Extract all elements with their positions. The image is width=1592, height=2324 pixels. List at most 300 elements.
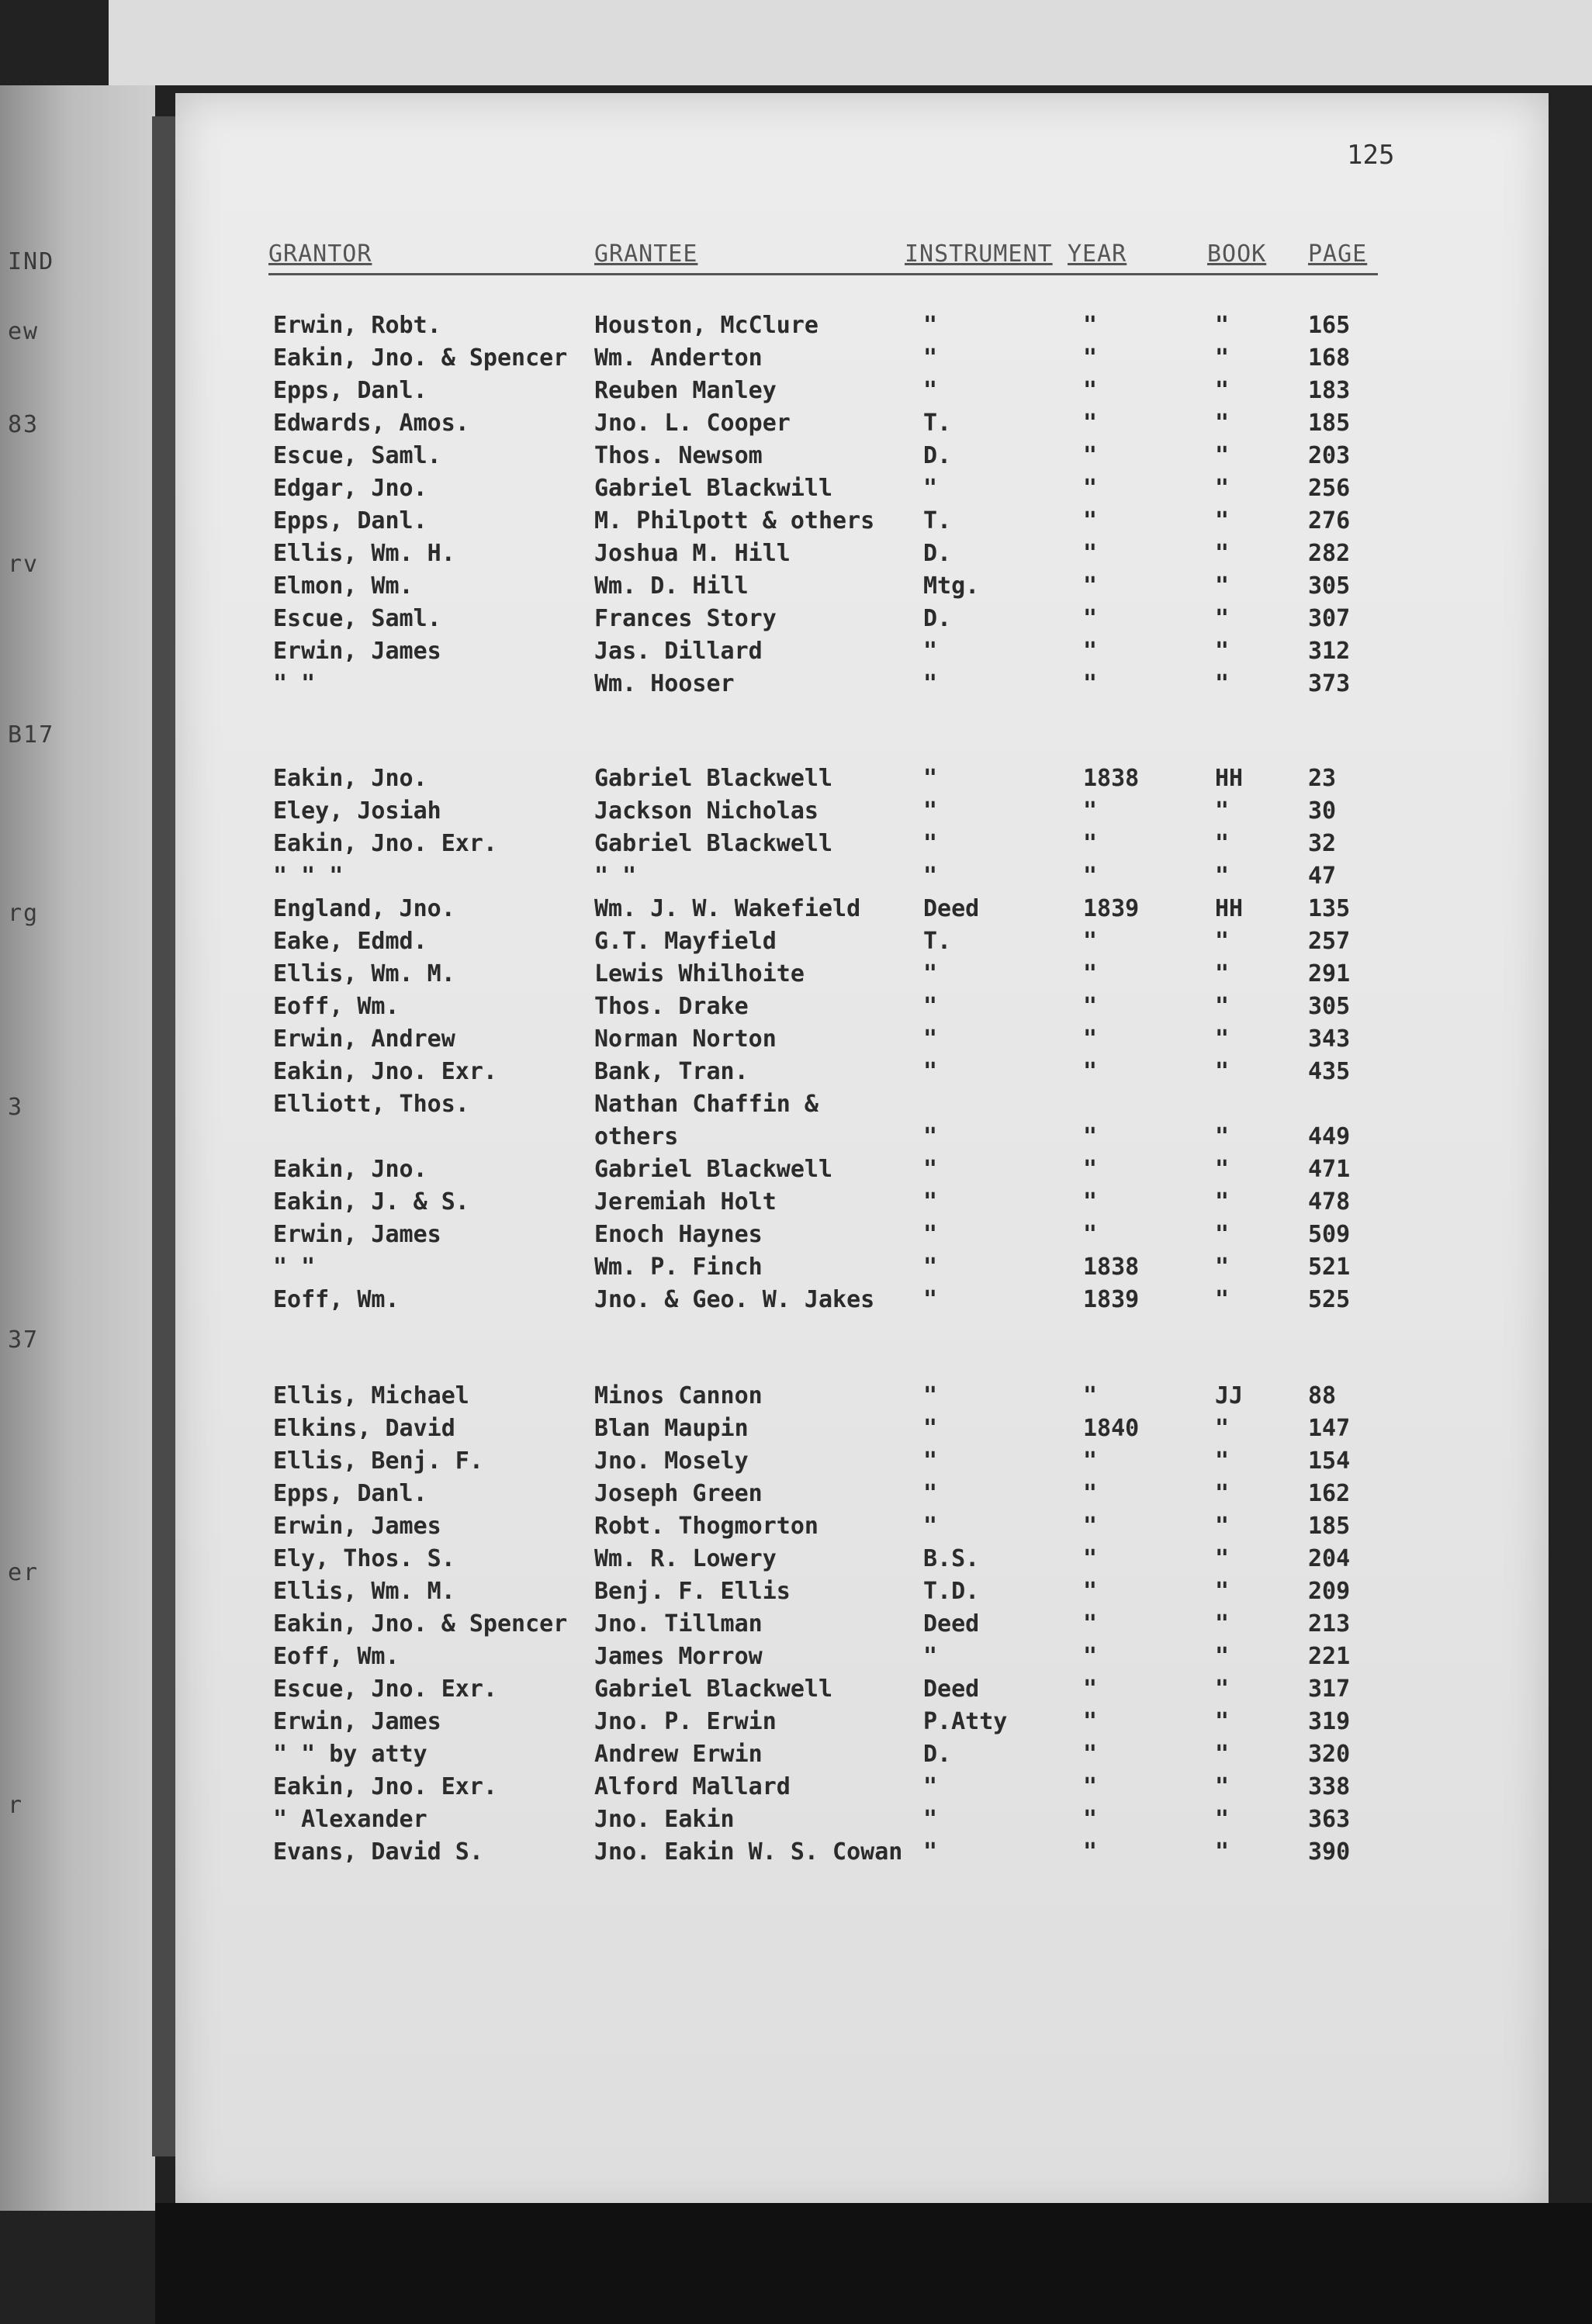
cell-book: " bbox=[1215, 1221, 1230, 1248]
cell-instrument: " bbox=[923, 312, 938, 339]
cell-instrument: " bbox=[923, 1188, 938, 1216]
table-row bbox=[175, 636, 1549, 669]
table-row bbox=[175, 1187, 1549, 1219]
cell-grantee: Robt. Thogmorton bbox=[594, 1513, 818, 1540]
header-rule bbox=[268, 273, 1378, 275]
cell-year: " bbox=[1083, 1480, 1098, 1507]
cell-page: 154 bbox=[1308, 1447, 1351, 1475]
cell-book: " bbox=[1215, 1513, 1230, 1540]
cell-year: 1839 bbox=[1083, 895, 1140, 922]
cell-page: 317 bbox=[1308, 1676, 1351, 1703]
cell-book: " bbox=[1215, 670, 1230, 697]
cell-grantee: Gabriel Blackwell bbox=[594, 765, 833, 792]
cell-instrument: B.S. bbox=[923, 1545, 980, 1572]
table-row bbox=[175, 926, 1549, 959]
cell-instrument: " bbox=[923, 1806, 938, 1833]
cell-page: 204 bbox=[1308, 1545, 1351, 1572]
table-row bbox=[175, 1413, 1549, 1446]
cell-grantor: Erwin, James bbox=[273, 1708, 441, 1735]
cell-book: " bbox=[1215, 1058, 1230, 1085]
cell-instrument: " bbox=[923, 1480, 938, 1507]
cell-book: JJ bbox=[1215, 1382, 1244, 1409]
cell-grantor: Elmon, Wm. bbox=[273, 572, 414, 600]
cell-grantor: Ely, Thos. S. bbox=[273, 1545, 455, 1572]
cell-grantee: others bbox=[594, 1123, 679, 1150]
cell-book: " bbox=[1215, 993, 1230, 1020]
cell-grantor: Escue, Saml. bbox=[273, 605, 441, 632]
cell-book: " bbox=[1215, 928, 1230, 955]
cell-grantor: Ellis, Benj. F. bbox=[273, 1447, 483, 1475]
cell-book: " bbox=[1215, 1806, 1230, 1833]
cell-year: " bbox=[1083, 670, 1098, 697]
header-page: PAGE bbox=[1308, 240, 1368, 268]
cell-year: " bbox=[1083, 1610, 1098, 1638]
cell-instrument: " bbox=[923, 638, 938, 665]
cell-grantee: Norman Norton bbox=[594, 1025, 777, 1053]
cell-instrument: D. bbox=[923, 442, 952, 469]
cell-grantor: Erwin, James bbox=[273, 1513, 441, 1540]
table-row bbox=[175, 1154, 1549, 1187]
cell-instrument: " bbox=[923, 1058, 938, 1085]
cell-page: 213 bbox=[1308, 1610, 1351, 1638]
cell-page: 47 bbox=[1308, 863, 1337, 890]
cell-instrument: T. bbox=[923, 928, 952, 955]
cell-page: 363 bbox=[1308, 1806, 1351, 1833]
cell-grantee: Jno. L. Cooper bbox=[594, 410, 791, 437]
cell-year: 1838 bbox=[1083, 765, 1140, 792]
cell-page: 185 bbox=[1308, 1513, 1351, 1540]
cell-book: " bbox=[1215, 1676, 1230, 1703]
cell-instrument: Deed bbox=[923, 1676, 980, 1703]
table-row bbox=[175, 1024, 1549, 1057]
header-grantor: GRANTOR bbox=[268, 240, 372, 268]
cell-instrument: T.D. bbox=[923, 1578, 980, 1605]
cell-instrument: " bbox=[923, 1025, 938, 1053]
cell-grantee: Wm. Hooser bbox=[594, 670, 735, 697]
cell-year: 1838 bbox=[1083, 1254, 1140, 1281]
cell-book: " bbox=[1215, 638, 1230, 665]
cell-page: 525 bbox=[1308, 1286, 1351, 1313]
cell-year: " bbox=[1083, 928, 1098, 955]
cell-instrument: " bbox=[923, 1643, 938, 1670]
cell-book: " bbox=[1215, 1415, 1230, 1442]
cell-year: " bbox=[1083, 442, 1098, 469]
cell-book: " bbox=[1215, 572, 1230, 600]
cell-book: " bbox=[1215, 1188, 1230, 1216]
cell-grantor: Eley, Josiah bbox=[273, 797, 441, 825]
cell-grantee: Jackson Nicholas bbox=[594, 797, 818, 825]
table-row bbox=[175, 1478, 1549, 1511]
cell-book: " bbox=[1215, 344, 1230, 372]
cell-instrument: " bbox=[923, 863, 938, 890]
cell-page: 509 bbox=[1308, 1221, 1351, 1248]
cell-year: " bbox=[1083, 605, 1098, 632]
cell-grantor: " Alexander bbox=[273, 1806, 427, 1833]
cell-grantor: Eakin, Jno. Exr. bbox=[273, 1773, 497, 1800]
cell-grantor: " " bbox=[273, 670, 316, 697]
cell-grantee: Wm. Anderton bbox=[594, 344, 763, 372]
cell-grantee: Gabriel Blackwell bbox=[594, 1676, 833, 1703]
cell-grantor: Eakin, Jno. Exr. bbox=[273, 1058, 497, 1085]
cell-grantee: Wm. P. Finch bbox=[594, 1254, 763, 1281]
cell-year: " bbox=[1083, 1447, 1098, 1475]
cell-book: " bbox=[1215, 1708, 1230, 1735]
table-row bbox=[175, 1544, 1549, 1576]
cell-grantee: Joseph Green bbox=[594, 1480, 763, 1507]
cell-year: " bbox=[1083, 1382, 1098, 1409]
cell-book: " bbox=[1215, 540, 1230, 567]
cell-page: 209 bbox=[1308, 1578, 1351, 1605]
left-page-edge: IND ew 83 rv B17 rg 3 37 er r bbox=[0, 85, 155, 2211]
cell-grantor: Eakin, Jno. Exr. bbox=[273, 830, 497, 857]
cell-instrument: " bbox=[923, 344, 938, 372]
cell-instrument: " bbox=[923, 960, 938, 987]
cell-grantor: Erwin, Robt. bbox=[273, 312, 441, 339]
cell-page: 135 bbox=[1308, 895, 1351, 922]
cell-book: HH bbox=[1215, 895, 1244, 922]
cell-year: " bbox=[1083, 1643, 1098, 1670]
cell-instrument: P.Atty bbox=[923, 1708, 1008, 1735]
cell-grantor: " " by atty bbox=[273, 1741, 427, 1768]
cell-book: " bbox=[1215, 1254, 1230, 1281]
table-row bbox=[175, 894, 1549, 926]
cell-book: " bbox=[1215, 797, 1230, 825]
cell-year: " bbox=[1083, 1838, 1098, 1866]
cell-instrument: " bbox=[923, 1254, 938, 1281]
cell-grantor: Edgar, Jno. bbox=[273, 475, 427, 502]
table-row bbox=[175, 538, 1549, 571]
cell-page: 165 bbox=[1308, 312, 1351, 339]
cell-year: " bbox=[1083, 797, 1098, 825]
table-row bbox=[175, 1674, 1549, 1707]
cell-grantor: Epps, Danl. bbox=[273, 377, 427, 404]
cell-year: " bbox=[1083, 1058, 1098, 1085]
cell-page: 338 bbox=[1308, 1773, 1351, 1800]
cell-grantee: Wm. R. Lowery bbox=[594, 1545, 777, 1572]
cell-grantee: Lewis Whilhoite bbox=[594, 960, 805, 987]
cell-grantor: Ellis, Wm. M. bbox=[273, 1578, 455, 1605]
cell-grantee: Enoch Haynes bbox=[594, 1221, 763, 1248]
table-row bbox=[175, 828, 1549, 861]
cell-page: 478 bbox=[1308, 1188, 1351, 1216]
cell-instrument: Deed bbox=[923, 1610, 980, 1638]
cell-instrument: D. bbox=[923, 1741, 952, 1768]
ledger-page bbox=[175, 93, 1549, 2219]
cell-grantor: Edwards, Amos. bbox=[273, 410, 469, 437]
table-row bbox=[175, 1057, 1549, 1089]
cell-grantor: Eakin, Jno. bbox=[273, 765, 427, 792]
cell-grantee: G.T. Mayfield bbox=[594, 928, 777, 955]
table-row bbox=[175, 310, 1549, 343]
table-row bbox=[175, 763, 1549, 796]
cell-year: " bbox=[1083, 377, 1098, 404]
cell-year: " bbox=[1083, 1221, 1098, 1248]
cell-page: 147 bbox=[1308, 1415, 1351, 1442]
cell-grantor: Ellis, Wm. M. bbox=[273, 960, 455, 987]
table-row bbox=[175, 1641, 1549, 1674]
cell-book: " bbox=[1215, 312, 1230, 339]
cell-page: 183 bbox=[1308, 377, 1351, 404]
table-row bbox=[175, 1609, 1549, 1641]
cell-year: " bbox=[1083, 1806, 1098, 1833]
cell-grantor: Eoff, Wm. bbox=[273, 1286, 400, 1313]
cell-instrument: " bbox=[923, 830, 938, 857]
cell-grantor: " " " bbox=[273, 863, 344, 890]
cell-book: " bbox=[1215, 830, 1230, 857]
cell-instrument: " bbox=[923, 765, 938, 792]
cell-grantor: Elkins, David bbox=[273, 1415, 455, 1442]
cell-year: " bbox=[1083, 830, 1098, 857]
cell-instrument: " bbox=[923, 377, 938, 404]
cell-instrument: " bbox=[923, 1156, 938, 1183]
cell-grantor: Epps, Danl. bbox=[273, 1480, 427, 1507]
cell-page: 373 bbox=[1308, 670, 1351, 697]
table-row bbox=[175, 1285, 1549, 1317]
cell-grantor: Erwin, Andrew bbox=[273, 1025, 455, 1053]
cell-year: " bbox=[1083, 540, 1098, 567]
cell-instrument: " bbox=[923, 1838, 938, 1866]
cell-grantee: Gabriel Blackwell bbox=[594, 1156, 833, 1183]
cell-instrument: Deed bbox=[923, 895, 980, 922]
cell-grantee: Nathan Chaffin & bbox=[594, 1091, 818, 1118]
table-row bbox=[175, 441, 1549, 473]
cell-book: " bbox=[1215, 1545, 1230, 1572]
cell-grantee: James Morrow bbox=[594, 1643, 763, 1670]
cell-instrument: Mtg. bbox=[923, 572, 980, 600]
cell-instrument: D. bbox=[923, 605, 952, 632]
cell-year: " bbox=[1083, 1025, 1098, 1053]
cell-grantee: " " bbox=[594, 863, 637, 890]
cell-page: 23 bbox=[1308, 765, 1337, 792]
cell-book: " bbox=[1215, 1480, 1230, 1507]
cell-instrument: D. bbox=[923, 540, 952, 567]
cell-year: " bbox=[1083, 410, 1098, 437]
cell-instrument: " bbox=[923, 1513, 938, 1540]
header-year: YEAR bbox=[1068, 240, 1127, 268]
cell-year: " bbox=[1083, 1123, 1098, 1150]
cell-grantee: Andrew Erwin bbox=[594, 1741, 763, 1768]
cell-year: 1839 bbox=[1083, 1286, 1140, 1313]
cell-grantor: Eakin, Jno. & Spencer bbox=[273, 344, 568, 372]
table-row bbox=[175, 669, 1549, 701]
cell-book: " bbox=[1215, 1286, 1230, 1313]
cell-instrument: " bbox=[923, 475, 938, 502]
cell-grantor: Ellis, Michael bbox=[273, 1382, 469, 1409]
table-row bbox=[175, 1576, 1549, 1609]
cell-year: " bbox=[1083, 1156, 1098, 1183]
table-row bbox=[175, 1252, 1549, 1285]
cell-book: HH bbox=[1215, 765, 1244, 792]
cell-grantor: Elliott, Thos. bbox=[273, 1091, 469, 1118]
cell-year: " bbox=[1083, 1741, 1098, 1768]
cell-grantor: Epps, Danl. bbox=[273, 507, 427, 534]
cell-page: 320 bbox=[1308, 1741, 1351, 1768]
cell-grantee: Benj. F. Ellis bbox=[594, 1578, 791, 1605]
cell-book: " bbox=[1215, 1610, 1230, 1638]
table-row bbox=[175, 1446, 1549, 1478]
table-row bbox=[175, 1219, 1549, 1252]
cell-year: " bbox=[1083, 344, 1098, 372]
cell-page: 276 bbox=[1308, 507, 1351, 534]
cell-book: " bbox=[1215, 1447, 1230, 1475]
cell-page: 221 bbox=[1308, 1643, 1351, 1670]
cell-page: 319 bbox=[1308, 1708, 1351, 1735]
cell-instrument: T. bbox=[923, 410, 952, 437]
cell-grantor: Eake, Edmd. bbox=[273, 928, 427, 955]
table-row bbox=[175, 1739, 1549, 1772]
cell-grantee: Reuben Manley bbox=[594, 377, 777, 404]
cell-page: 88 bbox=[1308, 1382, 1337, 1409]
cell-grantee: Jas. Dillard bbox=[594, 638, 763, 665]
cell-page: 307 bbox=[1308, 605, 1351, 632]
table-row bbox=[175, 861, 1549, 894]
cell-book: " bbox=[1215, 1156, 1230, 1183]
table-row bbox=[175, 1707, 1549, 1739]
cell-grantor: Eoff, Wm. bbox=[273, 993, 400, 1020]
table-row bbox=[175, 959, 1549, 991]
cell-grantor: Ellis, Wm. H. bbox=[273, 540, 455, 567]
cell-grantee: Frances Story bbox=[594, 605, 777, 632]
cell-book: " bbox=[1215, 1741, 1230, 1768]
cell-instrument: " bbox=[923, 1123, 938, 1150]
cell-grantor: England, Jno. bbox=[273, 895, 455, 922]
cell-page: 32 bbox=[1308, 830, 1337, 857]
cell-year: " bbox=[1083, 1773, 1098, 1800]
cell-page: 390 bbox=[1308, 1838, 1351, 1866]
table-row bbox=[175, 1381, 1549, 1413]
cell-book: " bbox=[1215, 475, 1230, 502]
cell-page: 471 bbox=[1308, 1156, 1351, 1183]
cell-year: " bbox=[1083, 1676, 1098, 1703]
table-row bbox=[175, 408, 1549, 441]
cell-grantor: " " bbox=[273, 1254, 316, 1281]
cell-grantee: Jno. & Geo. W. Jakes bbox=[594, 1286, 875, 1313]
cell-grantee: Joshua M. Hill bbox=[594, 540, 791, 567]
table-row bbox=[175, 375, 1549, 408]
cell-instrument: " bbox=[923, 993, 938, 1020]
cell-grantee: Blan Maupin bbox=[594, 1415, 749, 1442]
top-band bbox=[109, 0, 1592, 85]
table-row bbox=[175, 1122, 1549, 1154]
cell-book: " bbox=[1215, 1773, 1230, 1800]
cell-year: " bbox=[1083, 507, 1098, 534]
cell-page: 185 bbox=[1308, 410, 1351, 437]
cell-page: 257 bbox=[1308, 928, 1351, 955]
cell-grantee: Thos. Newsom bbox=[594, 442, 763, 469]
cell-page: 203 bbox=[1308, 442, 1351, 469]
cell-grantor: Eakin, J. & S. bbox=[273, 1188, 469, 1216]
cell-instrument: T. bbox=[923, 507, 952, 534]
cell-year: " bbox=[1083, 312, 1098, 339]
cell-book: " bbox=[1215, 605, 1230, 632]
cell-page: 521 bbox=[1308, 1254, 1351, 1281]
cell-page: 343 bbox=[1308, 1025, 1351, 1053]
cell-page: 30 bbox=[1308, 797, 1337, 825]
table-row bbox=[175, 991, 1549, 1024]
table-row bbox=[175, 473, 1549, 506]
cell-page: 162 bbox=[1308, 1480, 1351, 1507]
cell-grantor: Evans, David S. bbox=[273, 1838, 483, 1866]
cell-year: " bbox=[1083, 1708, 1098, 1735]
cell-year: 1840 bbox=[1083, 1415, 1140, 1442]
table-row bbox=[175, 1511, 1549, 1544]
cell-book: " bbox=[1215, 1123, 1230, 1150]
cell-instrument: " bbox=[923, 1221, 938, 1248]
cell-grantee: Gabriel Blackwill bbox=[594, 475, 833, 502]
cell-grantee: Bank, Tran. bbox=[594, 1058, 749, 1085]
cell-book: " bbox=[1215, 410, 1230, 437]
cell-instrument: " bbox=[923, 1286, 938, 1313]
table-row bbox=[175, 796, 1549, 828]
header-book: BOOK bbox=[1207, 240, 1267, 268]
table-row bbox=[175, 1772, 1549, 1804]
book-gutter bbox=[152, 116, 175, 2156]
cell-instrument: " bbox=[923, 797, 938, 825]
table-row bbox=[175, 1837, 1549, 1869]
cell-page: 312 bbox=[1308, 638, 1351, 665]
cell-instrument: " bbox=[923, 1415, 938, 1442]
cell-book: " bbox=[1215, 377, 1230, 404]
cell-year: " bbox=[1083, 1578, 1098, 1605]
cell-grantee: Jno. Eakin W. S. Cowan bbox=[594, 1838, 903, 1866]
cell-book: " bbox=[1215, 1643, 1230, 1670]
cell-page: 435 bbox=[1308, 1058, 1351, 1085]
cell-grantor: Eakin, Jno. bbox=[273, 1156, 427, 1183]
cell-book: " bbox=[1215, 960, 1230, 987]
cell-year: " bbox=[1083, 1513, 1098, 1540]
cell-page: 449 bbox=[1308, 1123, 1351, 1150]
cell-grantee: Wm. J. W. Wakefield bbox=[594, 895, 861, 922]
cell-book: " bbox=[1215, 1838, 1230, 1866]
cell-grantor: Erwin, James bbox=[273, 1221, 441, 1248]
table-row bbox=[175, 603, 1549, 636]
bottom-band bbox=[155, 2203, 1592, 2324]
cell-grantee: Jeremiah Holt bbox=[594, 1188, 777, 1216]
cell-book: " bbox=[1215, 1578, 1230, 1605]
cell-instrument: " bbox=[923, 670, 938, 697]
cell-grantee: Wm. D. Hill bbox=[594, 572, 749, 600]
cell-year: " bbox=[1083, 993, 1098, 1020]
table-row bbox=[175, 571, 1549, 603]
cell-grantor: Erwin, James bbox=[273, 638, 441, 665]
cell-instrument: " bbox=[923, 1447, 938, 1475]
cell-grantor: Eakin, Jno. & Spencer bbox=[273, 1610, 568, 1638]
cell-grantee: Jno. Eakin bbox=[594, 1806, 735, 1833]
cell-year: " bbox=[1083, 572, 1098, 600]
cell-page: 256 bbox=[1308, 475, 1351, 502]
table-row bbox=[175, 506, 1549, 538]
cell-page: 168 bbox=[1308, 344, 1351, 372]
cell-page: 282 bbox=[1308, 540, 1351, 567]
table-row bbox=[175, 343, 1549, 375]
cell-grantor: Escue, Jno. Exr. bbox=[273, 1676, 497, 1703]
cell-grantee: M. Philpott & others bbox=[594, 507, 875, 534]
cell-book: " bbox=[1215, 863, 1230, 890]
cell-grantee: Jno. Tillman bbox=[594, 1610, 763, 1638]
cell-year: " bbox=[1083, 638, 1098, 665]
cell-book: " bbox=[1215, 1025, 1230, 1053]
page-number: 125 bbox=[1347, 140, 1395, 171]
cell-year: " bbox=[1083, 960, 1098, 987]
cell-grantee: Jno. Mosely bbox=[594, 1447, 749, 1475]
cell-book: " bbox=[1215, 507, 1230, 534]
cell-instrument: " bbox=[923, 1773, 938, 1800]
header-grantee: GRANTEE bbox=[594, 240, 698, 268]
cell-page: 305 bbox=[1308, 572, 1351, 600]
table-row bbox=[175, 1089, 1549, 1122]
cell-year: " bbox=[1083, 475, 1098, 502]
cell-grantee: Alford Mallard bbox=[594, 1773, 791, 1800]
